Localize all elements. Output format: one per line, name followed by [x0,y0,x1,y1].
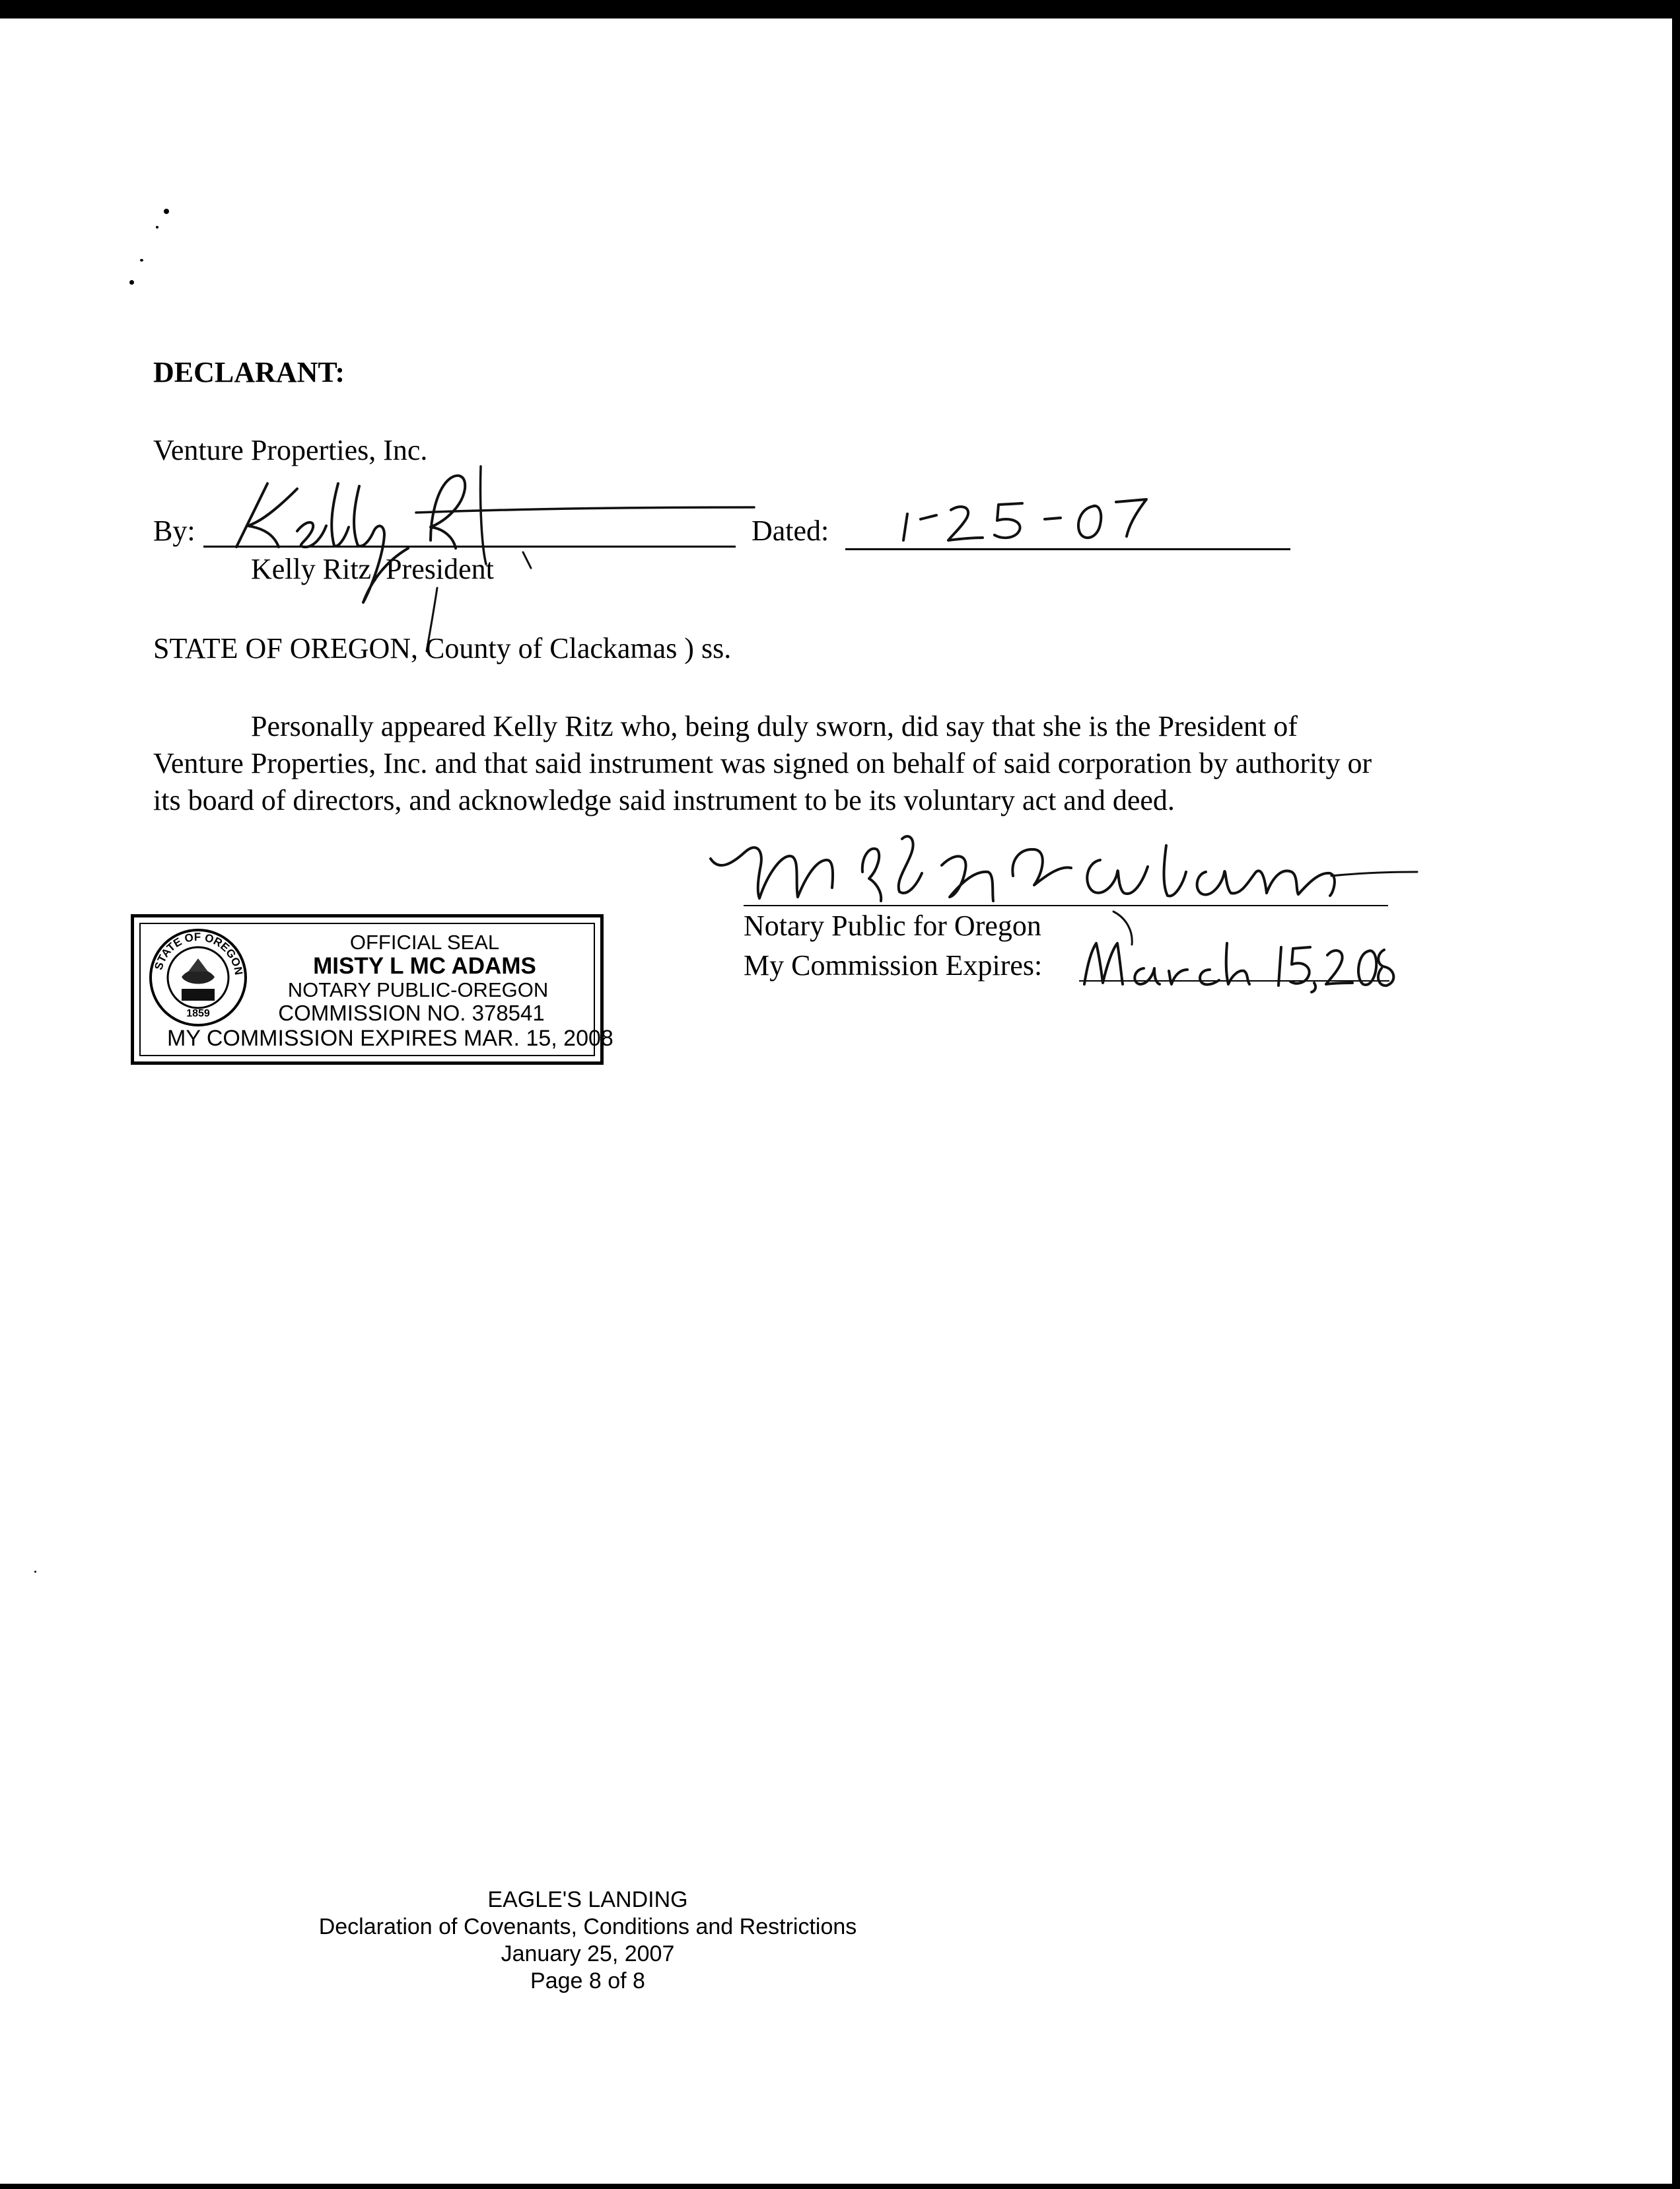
svg-text:1859: 1859 [186,1008,210,1019]
seal-notary-name: MISTY L MC ADAMS [313,953,536,979]
declarant-company: Venture Properties, Inc. [153,434,428,466]
svg-text:STATE OF OREGON: STATE OF OREGON [152,930,246,976]
notary-seal-stamp [131,914,613,1065]
by-label: By: [153,515,195,547]
seal-heading: OFFICIAL SEAL [349,931,500,954]
footer-date: January 25, 2007 [501,1941,675,1966]
acknowledgment-line: Venture Properties, Inc. and that said instrument was signed on behalf of said corporation by authority or [153,747,1372,779]
scan-speck [156,226,158,229]
acknowledgment-line: its board of directors, and acknowledge said instrument to be its voluntary act and deed. [153,784,1175,816]
scan-speck [164,209,169,214]
document-footer [0,1886,1175,1995]
kelly-ritz-signature [198,449,766,661]
dated-handwritten [898,487,1189,554]
notary-signature [704,819,1424,951]
dated-label: Dated: [752,515,829,547]
commission-expires-label: My Commission Expires: [744,949,1043,982]
footer-page-number: Page 8 of 8 [530,1968,645,1993]
scan-speck [140,259,143,262]
seal-expiration: MY COMMISSION EXPIRES MAR. 15, 2008 [167,1026,613,1051]
scan-bottom-border [0,2184,1680,2189]
venue-statement: STATE OF OREGON, County of Clackamas ) ss. [153,632,732,664]
commission-expires-handwritten [1080,934,1397,993]
declarant-heading: DECLARANT: [153,356,345,388]
seal-commission-number: COMMISSION NO. 378541 [278,1001,545,1025]
footer-project: EAGLE'S LANDING [487,1887,688,1912]
scan-speck [34,1571,36,1573]
scan-right-border [1672,0,1680,2189]
scan-top-border [0,0,1680,18]
acknowledgment-paragraph [153,708,1553,819]
footer-document-title: Declaration of Covenants, Conditions and Restrictions [318,1914,857,1939]
notary-title: Notary Public for Oregon [744,910,1041,942]
acknowledgment-line: Personally appeared Kelly Ritz who, being duly sworn, did say that she is the President of [251,710,1298,742]
signer-name-title: Kelly Ritz, President [251,553,494,585]
seal-office: NOTARY PUBLIC-OREGON [287,978,549,1001]
state-seal-emblem [149,928,248,1027]
scan-speck [129,280,134,285]
